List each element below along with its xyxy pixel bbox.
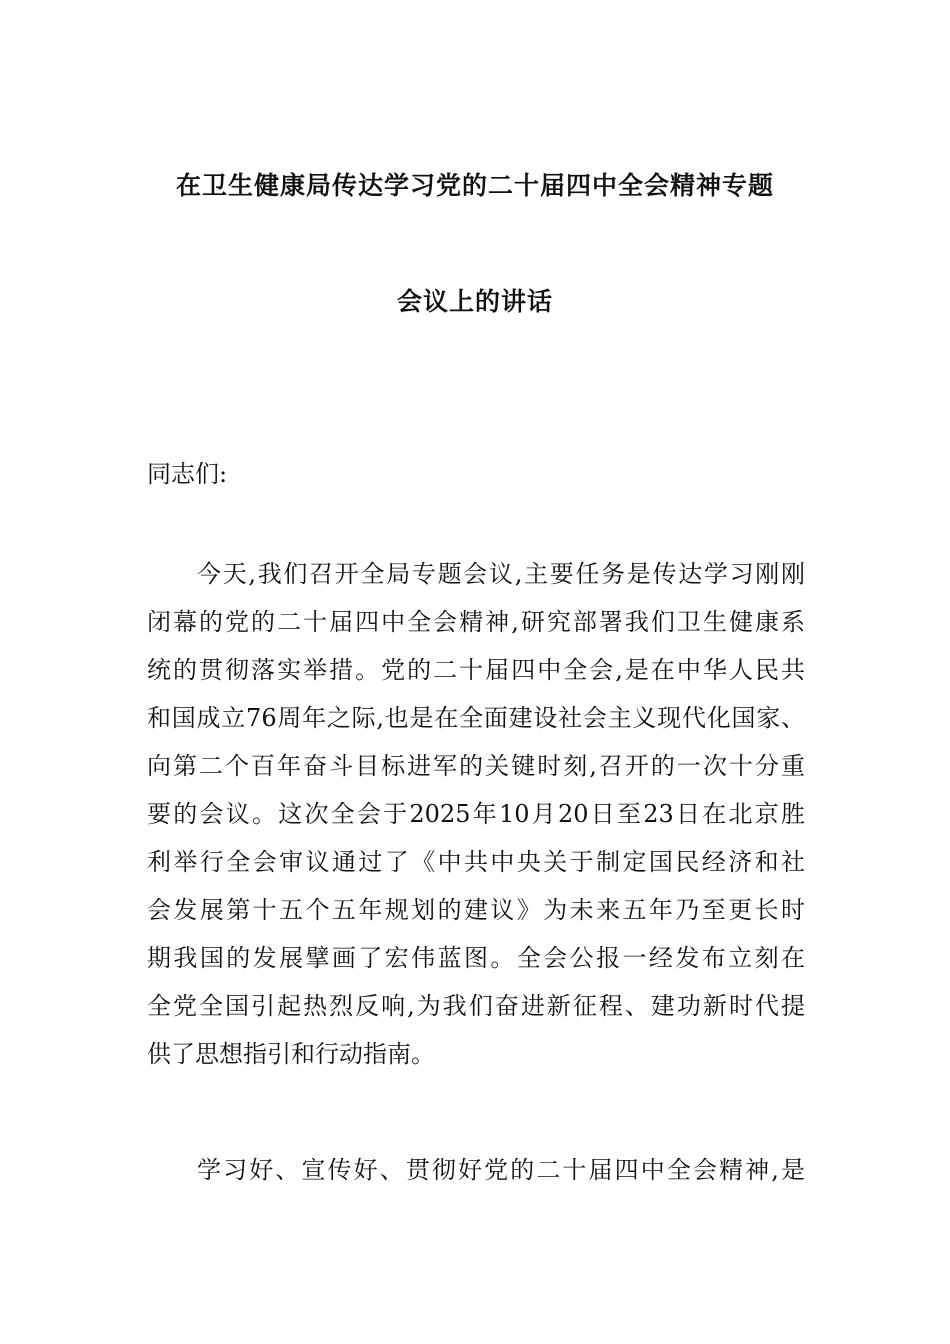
paragraph-line: 学习好、宣传好、贯彻好党的二十届四中全会精神,是 [197,1156,805,1184]
paragraph-line: 闭幕的党的二十届四中全会精神,研究部署我们卫生健康系 [147,608,805,636]
paragraph-line: 会发展第十五个五年规划的建议》为未来五年乃至更长时 [147,896,805,924]
paragraph-line: 统的贯彻落实举措。党的二十届四中全会,是在中华人民共 [147,656,805,684]
paragraph-line: 利举行全会审议通过了《中共中央关于制定国民经济和社 [147,848,805,876]
paragraph-line: 要的会议。这次全会于2025年10月20日至23日在北京胜 [147,800,805,828]
paragraph-line: 向第二个百年奋斗目标进军的关键时刻,召开的一次十分重 [147,752,805,780]
document-title-line-2: 会议上的讲话 [396,287,553,316]
paragraph-line: 和国成立76周年之际,也是在全面建设社会主义现代化国家、 [147,704,805,732]
greeting: 同志们: [147,460,228,488]
document-title-line-1: 在卫生健康局传达学习党的二十届四中全会精神专题 [175,171,774,200]
paragraph-line: 期我国的发展擘画了宏伟蓝图。全会公报一经发布立刻在 [147,944,805,972]
paragraph-line: 供了思想指引和行动指南。 [147,1040,435,1068]
paragraph-line: 今天,我们召开全局专题会议,主要任务是传达学习刚刚 [197,560,805,588]
paragraph-line: 全党全国引起热烈反响,为我们奋进新征程、建功新时代提 [147,992,805,1020]
